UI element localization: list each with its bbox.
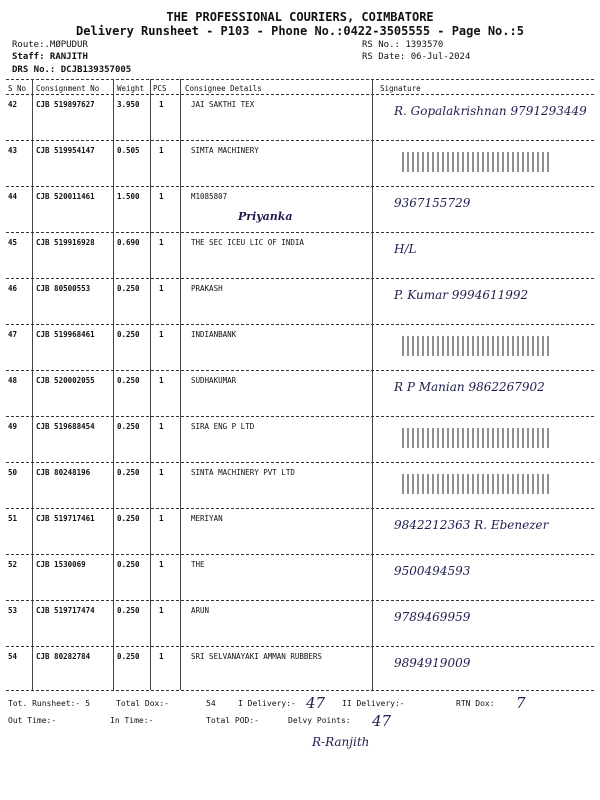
row-divider [6, 600, 594, 601]
signature-box [378, 280, 594, 326]
stamp-mark [402, 152, 552, 172]
signature-box [378, 602, 594, 648]
weight-cell: 1.500 [117, 192, 140, 201]
delvy-points-value: 47 [372, 712, 392, 730]
consignment-cell: CJB 519897627 [36, 100, 95, 109]
row-divider [6, 646, 594, 647]
consignment-cell: CJB 80248196 [36, 468, 91, 477]
consignee-cell: SIMTA MACHINERY [191, 146, 259, 155]
rtn-dox-value: 7 [516, 694, 526, 712]
table-row [6, 234, 594, 280]
consignee-cell: M1085807 [191, 192, 228, 201]
handwritten-signature: 9500494593 [394, 564, 471, 578]
weight-cell: 0.505 [117, 146, 140, 155]
consignee-cell: JAI SAKTHI TEX [191, 100, 255, 109]
consignment-cell: CJB 80282784 [36, 652, 91, 661]
handwritten-signature: H/L [394, 242, 417, 256]
consignment-cell: CJB 520011461 [36, 192, 95, 201]
pcs-cell: 1 [159, 376, 164, 385]
consignee-cell: PRAKASH [191, 284, 223, 293]
consignee-cell: SINTA MACHINERY PVT LTD [191, 468, 295, 477]
weight-cell: 0.250 [117, 330, 140, 339]
tot-runsheet: Tot. Runsheet:- 5 [8, 699, 90, 708]
row-divider [6, 554, 594, 555]
sno-cell: 47 [8, 330, 18, 339]
row-divider [6, 278, 594, 279]
signature-box [378, 96, 594, 142]
consignment-cell: CJB 519717461 [36, 514, 95, 523]
pcs-cell: 1 [159, 514, 164, 523]
footer-divider [6, 690, 594, 691]
weight-cell: 0.250 [117, 422, 140, 431]
handwritten-signature: R P Manian 9862267902 [394, 380, 545, 394]
consignment-cell: CJB 1530069 [36, 560, 86, 569]
table-row [6, 188, 594, 234]
pcs-cell: 1 [159, 146, 164, 155]
consignment-cell: CJB 519688454 [36, 422, 95, 431]
table-row [6, 418, 594, 464]
pcs-cell: 1 [159, 560, 164, 569]
signature-box [378, 418, 594, 464]
pcs-cell: 1 [159, 468, 164, 477]
sno-cell: 54 [8, 652, 18, 661]
signature-box [378, 510, 594, 556]
pcs-cell: 1 [159, 422, 164, 431]
weight-cell: 0.250 [117, 560, 140, 569]
sno-cell: 50 [8, 468, 18, 477]
rs-number: RS No.: 1393570 [362, 40, 444, 50]
consignee-cell: SUDHAKUMAR [191, 376, 237, 385]
consignment-cell: CJB 519968461 [36, 330, 95, 339]
handwritten-signature: 9789469959 [394, 610, 471, 624]
consignee-cell: MERIYAN [191, 514, 223, 523]
delvy-points-label: Delvy Points: [288, 716, 351, 725]
weight-cell: 0.690 [117, 238, 140, 247]
sno-cell: 53 [8, 606, 18, 615]
table-row [6, 372, 594, 418]
weight-cell: 0.250 [117, 468, 140, 477]
pcs-cell: 1 [159, 192, 164, 201]
signature-box [378, 648, 594, 694]
consignment-cell: CJB 519954147 [36, 146, 95, 155]
row-divider [6, 462, 594, 463]
signature-box [378, 142, 594, 188]
table-row [6, 602, 594, 648]
pcs-cell: 1 [159, 284, 164, 293]
sno-cell: 45 [8, 238, 18, 247]
col-pcs: PCS [153, 84, 167, 93]
col-consignment: Consignment No [36, 84, 100, 93]
col-weight: Weight [117, 84, 145, 93]
sno-cell: 42 [8, 100, 18, 109]
consignment-cell: CJB 519717474 [36, 606, 95, 615]
row-divider [6, 508, 594, 509]
consignment-cell: CJB 520002055 [36, 376, 95, 385]
table-row [6, 648, 594, 694]
weight-cell: 0.250 [117, 652, 140, 661]
rs-date: RS Date: 06-Jul-2024 [362, 52, 471, 62]
row-divider [6, 232, 594, 233]
sno-cell: 44 [8, 192, 18, 201]
handwritten-signature: R. Gopalakrishnan 9791293449 [394, 104, 587, 118]
sno-cell: 51 [8, 514, 18, 523]
col-sno: S No [8, 84, 27, 93]
col-consignee: Consignee Details [185, 84, 262, 93]
handwritten-signature: 9842212363 R. Ebenezer [394, 518, 549, 532]
row-divider [6, 370, 594, 371]
table-row [6, 326, 594, 372]
sno-cell: 48 [8, 376, 18, 385]
signature-box [378, 372, 594, 418]
col-signature: Signature [380, 84, 421, 93]
sno-cell: 46 [8, 284, 18, 293]
signature-box [378, 234, 594, 280]
sno-cell: 52 [8, 560, 18, 569]
total-pod-label: Total POD:- [206, 716, 259, 725]
consignee-cell: SIRA ENG P LTD [191, 422, 255, 431]
stamp-mark [402, 474, 552, 494]
header-divider [6, 79, 594, 80]
handwritten-signature: P. Kumar 9994611992 [394, 288, 529, 302]
staff-label: Staff: RANJITH [12, 52, 88, 62]
stamp-mark [402, 336, 552, 356]
i-delivery-label: I Delivery:- [238, 699, 296, 708]
row-divider [6, 140, 594, 141]
row-divider [6, 186, 594, 187]
table-row [6, 142, 594, 188]
sno-cell: 49 [8, 422, 18, 431]
total-dox-value: 54 [206, 699, 216, 708]
in-time-label: In Time:- [110, 716, 154, 725]
consignment-cell: CJB 80500553 [36, 284, 91, 293]
signature-box [378, 188, 594, 234]
consignee-cell: ARUN [191, 606, 210, 615]
table-row [6, 510, 594, 556]
weight-cell: 3.950 [117, 100, 140, 109]
pcs-cell: 1 [159, 652, 164, 661]
column-divider [6, 94, 594, 95]
signature-box [378, 556, 594, 602]
weight-cell: 0.250 [117, 376, 140, 385]
consignee-cell: SRI SELVANAYAKI AMMAN RUBBERS [191, 652, 322, 661]
out-time-label: Out Time:- [8, 716, 57, 725]
runsheet-subtitle: Delivery Runsheet - P103 - Phone No.:0422-3505555 - Page No.:5 [76, 24, 524, 38]
consignee-cell: THE SEC ICEU LIC OF INDIA [191, 238, 304, 247]
weight-cell: 0.250 [117, 606, 140, 615]
row-divider [6, 416, 594, 417]
company-title: THE PROFESSIONAL COURIERS, COIMBATORE [166, 10, 434, 24]
table-row [6, 556, 594, 602]
route-label: Route:.MØPUDUR [12, 40, 88, 50]
rtn-dox-label: RTN Dox: [456, 699, 495, 708]
drs-number: DRS No.: DCJB139357005 [12, 65, 132, 75]
row-divider [6, 324, 594, 325]
signoff-signature: R-Ranjith [312, 735, 370, 749]
signature-box [378, 464, 594, 510]
i-delivery-value: 47 [306, 694, 326, 712]
weight-cell: 0.250 [117, 284, 140, 293]
pcs-cell: 1 [159, 238, 164, 247]
table-row [6, 280, 594, 326]
table-row [6, 464, 594, 510]
table-row [6, 96, 594, 142]
consignee-cell: THE [191, 560, 205, 569]
weight-cell: 0.250 [117, 514, 140, 523]
pcs-cell: 1 [159, 606, 164, 615]
consignment-cell: CJB 519916928 [36, 238, 95, 247]
ii-delivery-label: II Delivery:- [342, 699, 405, 708]
handwritten-note: Priyanka [238, 210, 293, 223]
pcs-cell: 1 [159, 330, 164, 339]
handwritten-signature: 9894919009 [394, 656, 471, 670]
consignee-cell: INDIANBANK [191, 330, 237, 339]
handwritten-signature: 9367155729 [394, 196, 471, 210]
pcs-cell: 1 [159, 100, 164, 109]
total-dox-label: Total Dox:- [116, 699, 169, 708]
sno-cell: 43 [8, 146, 18, 155]
stamp-mark [402, 428, 552, 448]
signature-box [378, 326, 594, 372]
